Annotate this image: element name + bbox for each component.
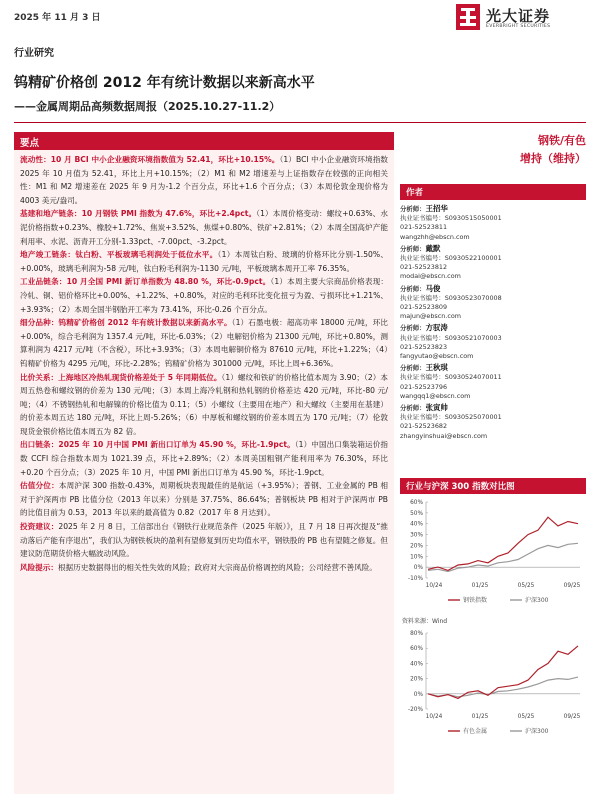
- key-point-lead: 出口链条：2025 年 10 月中国 PMI 新出口订单为 45.90 %，环比-1.9pct。: [20, 440, 295, 450]
- series-line-sector: [428, 646, 578, 699]
- key-point-text: 本周沪深 300 指数-0.43%，周期板块表现最佳的是航运（+3.95%）；普钢、工业金属的 PB 相对于沪深两市 PB 比值分位（2013 年以来）分别是 37.75%、86.64%；普钢板块 PB 相对于沪深两市 PB 的比值目前为 0.53，2013 年以来的最高值为 0.82（2017 年 8 月达到）。: [20, 481, 389, 518]
- logo-text-en: EVERBRIGHT SECURITIES: [486, 24, 551, 29]
- author-cert: 执业证书编号：S0930521070003: [400, 333, 502, 342]
- steel-vs-csi300-chart: [400, 494, 586, 614]
- y-tick-label: 30%: [410, 532, 423, 539]
- author-name: 王秋琪: [425, 363, 448, 373]
- key-point-lead: 细分品种：钨精矿价格创 2012 年有统计数据以来新高水平。: [20, 318, 232, 328]
- author-phone: 021-52523682: [400, 422, 448, 431]
- authors-header: 作者: [400, 184, 586, 200]
- key-point-lead: 工业品链条：10 月全国 PMI 新订单指数为 48.80 %，环比-0.9pct。: [20, 277, 271, 287]
- index-comparison-section: [400, 478, 586, 743]
- key-point-text: （1）本周价格变动：螺纹+0.63%、水泥价格指数+0.23%、橡胶+1.72%、焦炭+3.52%、焦煤+0.80%、铁矿+2.81%；（2）本周全国高炉产能利用率、水泥、沥青开工分别-1.33pct、-7.00pct、-3.2pct。: [20, 209, 388, 246]
- author-name: 王招华: [425, 204, 448, 213]
- key-point-text: （1）BCI 中小企业融资环境指数 2025 年 10 月值为 52.41，环比上月+10.15%；（2）M1 和 M2 增速差与上证指数存在较强的正向相关性：M1 和 M2 增速差在 2025 年 9 月为-1.2 个百分点，环比+1.6 个百分点；（3）本周伦敦金现价格为 4003 美元/盎司。: [20, 155, 389, 205]
- y-tick-label: 60%: [410, 500, 423, 506]
- x-tick-label: 01/25: [471, 583, 489, 589]
- key-point-text: 2025 年 2 月 8 日，工信部出台《钢铁行业规范条件（2025 年版）》，且 7 月 18 日再次提及“推动落后产能有序退出”，我们认为钢铁板块的盈利有望修复到历史均值水平，钢铁股的 PB 也有望随之修复。但建议防范期货价格大幅波动风险。: [20, 522, 389, 559]
- x-tick-label: 09/25: [563, 714, 581, 720]
- logo-text-cn: 光大证券: [486, 7, 551, 25]
- author-phone: 021-52523823: [400, 342, 448, 351]
- author-name: 方驭涛: [425, 323, 448, 333]
- author-label: 分析师：: [400, 284, 426, 293]
- y-tick-label: 80%: [410, 631, 423, 637]
- sector-label: 钢铁/有色: [537, 134, 586, 147]
- author-email[interactable]: fangyutao@ebscn.com: [400, 352, 474, 361]
- y-tick-label: 0%: [413, 565, 423, 572]
- author-email[interactable]: modai@ebscn.com: [400, 272, 461, 281]
- x-tick-label: 09/25: [563, 583, 581, 589]
- key-point-text: （1）中国出口集装箱运价指数 CCFI 综合指数本周为 1021.39 点，环比+2.89%；（2）本周美国粗钢产能利用率为 76.30%，环比+0.20 个百分点；（3）2025 年 10 月，中国 PMI 新出口订单为 45.90 %，环比-1.9pct。: [20, 440, 389, 477]
- key-point-paragraph: [20, 438, 388, 479]
- author-name: 张寅帅: [425, 403, 448, 413]
- x-tick-label: 05/25: [517, 714, 535, 720]
- author-email[interactable]: wangqq1@ebscn.com: [400, 391, 471, 400]
- key-point-text: （1）本周钛白粉、玻璃的价格环比分别-1.50%、+0.00%，玻璃毛利润为-58 元/吨，钛白粉毛利润为-1130 元/吨，平板玻璃本周开工率 76.35%。: [20, 250, 388, 273]
- key-point-paragraph: [20, 371, 388, 439]
- author-entry: [400, 363, 586, 401]
- report-subtitle: ——金属周期品高频数据周报（2025.10.27-11.2）: [14, 100, 281, 113]
- author-label: 分析师：: [400, 324, 426, 333]
- author-entry: [400, 284, 586, 322]
- key-point-text: （1）螺纹和铁矿的价格比值本周为 3.90；（2）本周五热卷和螺纹钢的价差为 130 元/吨；（3）本周上海冷轧钢和热轧钢的价格差达 420 元/吨，环比-80 元/吨；（4）不锈钢热轧和电解镍的价格比值为 0.11；（5）小螺纹（主要用在地产）和大螺纹（主要用在基建）的价差本周五达 180 元/吨，环比上周-5.26%；（6）中厚板和螺纹钢的价差本周五为 170 元/吨；（7）伦敦现货金银价格比值本周五为 82 倍。: [20, 372, 388, 436]
- y-tick-label: 20%: [410, 543, 423, 550]
- key-points-header: 要点: [14, 132, 394, 150]
- title-divider: [14, 122, 586, 123]
- chart-source-1: 资料来源：Wind: [402, 618, 448, 625]
- sidebar: [400, 132, 586, 443]
- author-name: 戴默: [425, 243, 441, 253]
- key-point-lead: 基建和地产链条：10 月钢铁 PMI 指数为 47.6%，环比+2.4pct。: [20, 209, 257, 219]
- y-tick-label: 10%: [410, 554, 423, 561]
- author-entry: [400, 244, 586, 282]
- key-point-lead: 地产竣工链条：钛白粉、平板玻璃毛利润处于低位水平。: [20, 250, 218, 260]
- y-tick-label: 20%: [410, 676, 423, 683]
- key-point-text: （1）本周主要大宗商品价格表现：冷轧、铜、铝价格环比+0.00%、+1.22%、+0.80%，对应的毛利环比变化扭亏为盈、亏损环比+1.21%、+3.93%；（2）本周全国半钢胎开工率为 73.41%，环比-0.26 个百分点。: [20, 277, 389, 314]
- legend-label: 沪深300: [525, 597, 549, 604]
- key-point-lead: 风险提示：: [20, 562, 58, 572]
- author-entry: [400, 204, 586, 242]
- author-phone: 021-52523811: [400, 223, 448, 232]
- legend-label: 有色金属: [463, 728, 488, 735]
- rating-label: 增持（维持）: [520, 152, 586, 165]
- author-email[interactable]: wangzhh@ebscn.com: [400, 232, 470, 241]
- key-points-panel: [14, 132, 394, 794]
- key-point-paragraph: [20, 153, 388, 207]
- author-cert: 执业证书编号：S0930524070011: [400, 373, 502, 382]
- logo-mark-icon: [456, 4, 480, 30]
- key-point-paragraph: [20, 275, 388, 316]
- legend-label: 沪深300: [525, 728, 549, 735]
- key-point-lead: 流动性：10 月 BCI 中小企业融资环境指数值为 52.41，环比+10.15%。: [20, 155, 280, 164]
- author-list: [400, 204, 586, 441]
- y-tick-label: 60%: [410, 646, 423, 653]
- x-tick-label: 01/25: [471, 714, 489, 720]
- key-point-lead: 投资建议：: [20, 522, 59, 532]
- x-tick-label: 10/24: [425, 583, 443, 589]
- chart-header: 行业与沪深 300 指数对比图: [400, 478, 586, 494]
- x-tick-label: 10/24: [425, 714, 443, 720]
- x-tick-label: 05/25: [517, 583, 535, 589]
- key-point-text: 根据历史数据得出的相关性失效的风险；政府对大宗商品价格调控的风险；公司经营不善风险。: [57, 562, 377, 572]
- author-label: 分析师：: [400, 244, 426, 253]
- author-cert: 执业证书编号：S0930515050001: [400, 214, 502, 223]
- key-point-paragraph: [20, 561, 388, 575]
- author-phone: 021-52523809: [400, 303, 448, 312]
- key-point-paragraph: [20, 248, 388, 275]
- author-email[interactable]: majun@ebscn.com: [400, 312, 461, 321]
- key-point-text: （1）石墨电极：超高功率 18000 元/吨，环比+0.00%，综合毛利润为 1357.4 元/吨，环比-6.03%；（2）电解铝价格为 21300 元/吨，环比+0.80%，测算利润为 4217 元/吨（不含税），环比+3.93%；（3）本周电解铜价格为 87610 元/吨，环比+1.22%；（4）钨精矿价格为 4295 元/吨，环比-2.28%；钨精矿价格为 301000 元/吨，环比上周+6.36%。: [20, 318, 388, 368]
- author-label: 分析师：: [400, 404, 426, 413]
- nonferrous-vs-csi300-chart: [400, 625, 586, 743]
- report-date: 2025 年 11 月 3 日: [14, 13, 101, 23]
- y-tick-label: -10%: [408, 576, 423, 582]
- author-cert: 执业证书编号：S0930523070008: [400, 293, 502, 302]
- author-name: 马俊: [425, 283, 441, 293]
- everbright-logo: [456, 4, 596, 32]
- author-entry: [400, 323, 586, 361]
- key-point-paragraph: [20, 520, 388, 561]
- report-title: 钨精矿价格创 2012 年有统计数据以来新高水平: [14, 75, 315, 91]
- author-cert: 执业证书编号：S0930525070001: [400, 413, 502, 422]
- y-tick-label: 40%: [410, 661, 423, 668]
- key-point-paragraph: [20, 479, 388, 520]
- author-entry: [400, 403, 586, 441]
- author-cert: 执业证书编号：S0930522100001: [400, 254, 502, 263]
- key-points-body: [14, 150, 394, 574]
- author-phone: 021-52523796: [400, 382, 448, 391]
- y-tick-label: 0%: [413, 691, 423, 698]
- author-email[interactable]: zhangyinshuai@ebscn.com: [400, 431, 488, 440]
- key-point-lead: 比价关系：上海地区冷热轧现货价格差处于 5 年同期低位。: [20, 372, 222, 382]
- report-category: 行业研究: [14, 48, 54, 59]
- legend-label: 钢铁指数: [463, 597, 488, 604]
- y-tick-label: 50%: [410, 510, 423, 517]
- key-point-paragraph: [20, 316, 388, 370]
- author-phone: 021-52523812: [400, 263, 448, 272]
- author-label: 分析师：: [400, 205, 426, 213]
- y-tick-label: -20%: [408, 707, 423, 713]
- y-tick-label: 40%: [410, 521, 423, 528]
- key-point-paragraph: [20, 207, 388, 248]
- author-label: 分析师：: [400, 364, 426, 373]
- key-point-lead: 估值分位：: [20, 481, 59, 491]
